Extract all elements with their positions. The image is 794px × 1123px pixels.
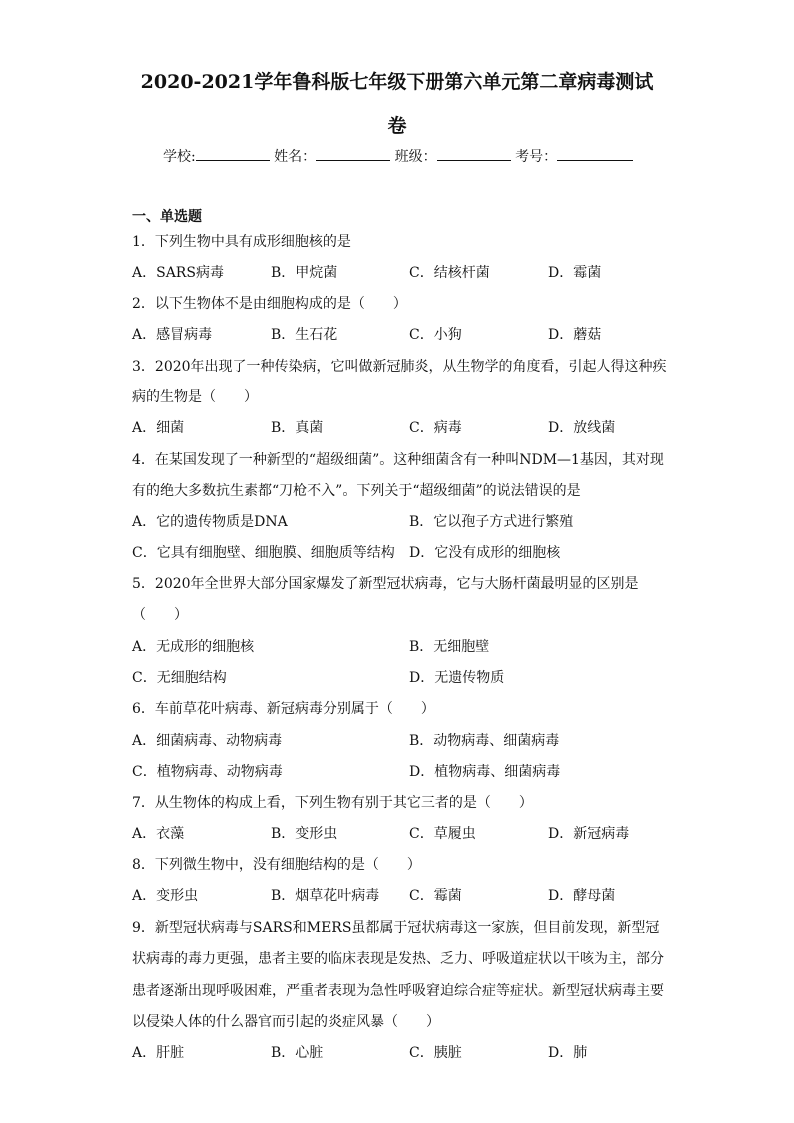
question-4-option-a: A．它的遗传物质是DNA	[132, 514, 288, 530]
question-9-option-b: B．心脏	[271, 1045, 324, 1061]
student-info-row	[163, 146, 633, 167]
question-8-option-c: C．霉菌	[409, 888, 462, 904]
school-label: 学校:	[163, 149, 196, 165]
question-9-text: 状病毒的毒力更强，患者主要的临床表现是发热、乏力、呼吸道症状以干咳为主，部分	[132, 951, 664, 967]
name-label: 姓名：	[274, 149, 317, 165]
question-2-option-d: D．蘑菇	[548, 327, 602, 343]
question-9-option-a: A．肝脏	[132, 1045, 185, 1061]
question-9-text: 以侵染人体的什么器官而引起的炎症风暴（ ）	[132, 1014, 440, 1030]
question-4-option-c: C．它具有细胞壁、细胞膜、细胞质等结构	[132, 545, 395, 561]
question-9-option-c: C．胰脏	[409, 1045, 462, 1061]
question-1-option-c: C．结核杆菌	[409, 265, 490, 281]
question-7-option-a: A．衣藻	[132, 826, 185, 842]
question-8-option-b: B．烟草花叶病毒	[271, 888, 380, 904]
question-5-option-c: C．无细胞结构	[132, 670, 227, 686]
question-7-option-b: B．变形虫	[271, 826, 338, 842]
question-6-text: 6．车前草花叶病毒、新冠病毒分别属于（ ）	[132, 701, 435, 717]
school-field[interactable]	[196, 146, 270, 161]
question-6-option-a: A．细菌病毒、动物病毒	[132, 733, 283, 749]
question-8-text: 8．下列微生物中，没有细胞结构的是（ ）	[132, 857, 421, 873]
question-7-option-d: D．新冠病毒	[548, 826, 630, 842]
number-label: 考号：	[515, 149, 558, 165]
question-9-text: 9．新型冠状病毒与SARS和MERS虽都属于冠状病毒这一家族，但目前发现，新型冠	[132, 920, 660, 936]
question-6-option-d: D．植物病毒、细菌病毒	[409, 764, 561, 780]
class-label: 班级：	[394, 149, 437, 165]
question-8-option-a: A．变形虫	[132, 888, 199, 904]
question-3-text: 病的生物是（ ）	[132, 389, 258, 405]
question-1-text: 1．下列生物中具有成形细胞核的是	[132, 234, 351, 250]
question-4-text: 有的绝大多数抗生素都“刀枪不入”。下列关于“超级细菌”的说法错误的是	[132, 483, 581, 499]
question-4-text: 4．在某国发现了一种新型的“超级细菌”。这种细菌含有一种叫NDM—1基因，其对现	[132, 452, 664, 468]
question-7-text: 7．从生物体的构成上看，下列生物有别于其它三者的是（ ）	[132, 795, 533, 811]
name-field[interactable]	[316, 146, 390, 161]
question-3-text: 3．2020年出现了一种传染病，它叫做新冠肺炎，从生物学的角度看，引起人得这种疾	[132, 359, 667, 375]
question-1-option-d: D．霉菌	[548, 265, 602, 281]
question-3-option-a: A．细菌	[132, 420, 185, 436]
question-8-option-d: D．酵母菌	[548, 888, 616, 904]
question-3-option-b: B．真菌	[271, 420, 324, 436]
question-2-option-a: A．感冒病毒	[132, 327, 213, 343]
question-6-option-b: B．动物病毒、细菌病毒	[409, 733, 560, 749]
question-1-option-a: A．SARS病毒	[132, 265, 224, 281]
question-5-text: 5．2020年全世界大部分国家爆发了新型冠状病毒，它与大肠杆菌最明显的区别是	[132, 576, 639, 592]
question-7-option-c: C．草履虫	[409, 826, 476, 842]
question-2-option-b: B．生石花	[271, 327, 338, 343]
exam-number-field[interactable]	[557, 146, 633, 161]
page-title: 2020-2021学年鲁科版七年级下册第六单元第二章病毒测试	[140, 71, 654, 93]
question-4-option-d: D．它没有成形的细胞核	[409, 545, 561, 561]
question-1-option-b: B．甲烷菌	[271, 265, 338, 281]
question-5-text: （ ）	[132, 607, 188, 623]
question-9-option-d: D．肺	[548, 1045, 588, 1061]
question-3-option-c: C．病毒	[409, 420, 462, 436]
question-5-option-a: A．无成形的细胞核	[132, 639, 255, 655]
question-3-option-d: D．放线菌	[548, 420, 616, 436]
question-5-option-d: D．无遗传物质	[409, 670, 505, 686]
question-6-option-c: C．植物病毒、动物病毒	[132, 764, 283, 780]
question-2-text: 2．以下生物体不是由细胞构成的是（ ）	[132, 296, 407, 312]
class-field[interactable]	[437, 146, 511, 161]
question-9-text: 患者逐渐出现呼吸困难，严重者表现为急性呼吸窘迫综合症等症状。新型冠状病毒主要	[132, 983, 664, 999]
question-2-option-c: C．小狗	[409, 327, 462, 343]
question-5-option-b: B．无细胞壁	[409, 639, 490, 655]
page-title-continued: 卷	[387, 115, 407, 137]
section-title: 一、单选题	[132, 209, 202, 225]
question-4-option-b: B．它以孢子方式进行繁殖	[409, 514, 574, 530]
